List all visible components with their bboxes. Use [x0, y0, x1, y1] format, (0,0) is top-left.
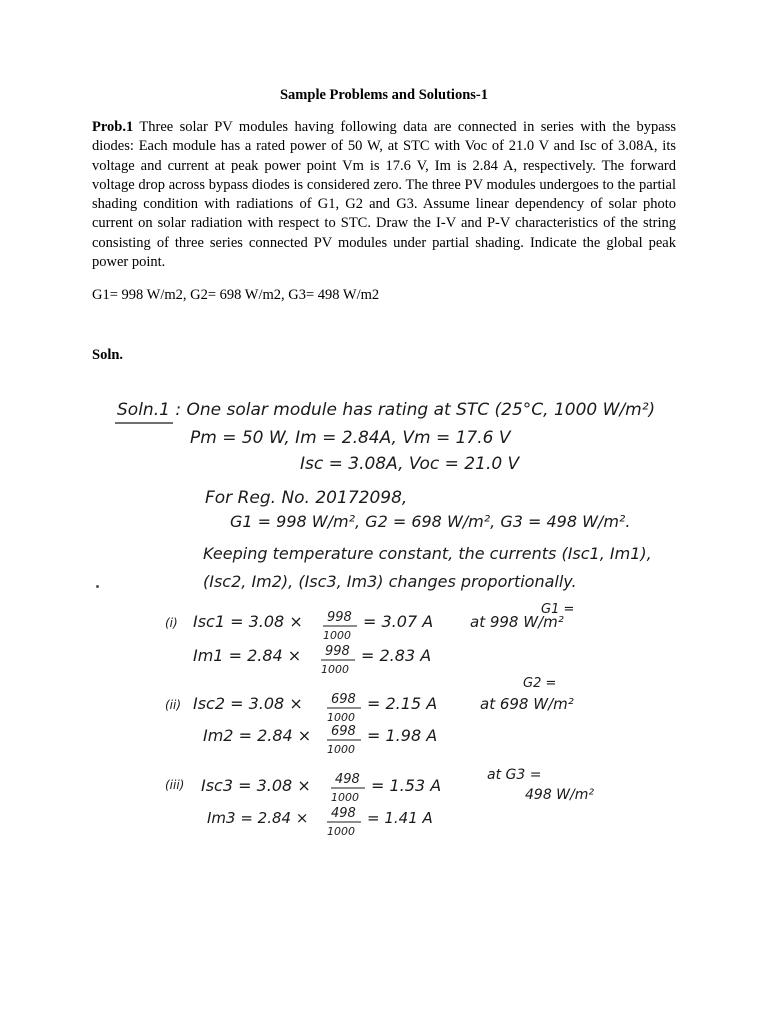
hw-case-label: (ii) [165, 698, 182, 712]
hw-line-isc-voc: Isc = 3.08A, Voc = 21.0 V [300, 454, 520, 474]
hw-fraction-num: 498 [335, 772, 360, 787]
hw-line-g-values: G1 = 998 W/m², G2 = 698 W/m², G3 = 498 W/m². [230, 512, 631, 531]
problem-label: Prob.1 [92, 119, 134, 135]
hw-im3-result: = 1.41 A [367, 809, 433, 827]
hw-fraction-den: 1000 [331, 791, 359, 804]
hw-isc2-result: = 2.15 A [367, 694, 438, 713]
hw-case-label: (i) [165, 616, 178, 630]
hw-isc3: Isc3 = 3.08 × [201, 776, 311, 795]
hw-im1: Im1 = 2.84 × [193, 646, 302, 665]
hw-im3: Im3 = 2.84 × [207, 809, 309, 827]
page-title: Sample Problems and Solutions-1 [279, 87, 488, 103]
hw-fraction-den: 1000 [323, 629, 351, 642]
hw-g2-label: G2 = [523, 676, 557, 691]
hw-im2-result: = 1.98 A [367, 726, 438, 745]
hw-isc2: Isc2 = 3.08 × [193, 694, 303, 713]
hw-line-proportional: (Isc2, Im2), (Isc3, Im3) changes proportionally. [203, 572, 577, 591]
hw-im1-result: = 2.83 A [361, 646, 432, 665]
problem-text: Three solar PV modules having following data are connected in series with the bypass diodes: Each module has a rated power of 50 W, at STC with Voc of 21.0 V and Isc of 3.08A, its voltage and current at peak power point Vm is 17.6 V, Im is 2.84 A, respectively. The forward voltage drop across bypass diodes is considered zero. The three PV modules undergoes to the partial shading condition with radiations of G1, G2 and G3. Assume linear dependency of solar photo current on solar radiation with respect to STC. Draw the I-V and P-V characteristics of the string consisting of three series connected PV modules under partial shading. Indicate the global peak power point. [92, 119, 676, 271]
hw-im2: Im2 = 2.84 × [203, 726, 312, 745]
hw-fraction-den: 1000 [327, 743, 355, 756]
hw-isc1-result: = 3.07 A [363, 612, 434, 631]
hw-fraction-num: 498 [331, 806, 356, 821]
hw-line-keeping: Keeping temperature constant, the currents (Isc1, Im1), [203, 544, 652, 563]
hw-case-label: (iii) [165, 778, 185, 792]
hw-fraction-num: 698 [331, 724, 356, 739]
hw-isc3-result: = 1.53 A [371, 776, 442, 795]
hw-fraction-den: 1000 [321, 663, 349, 676]
hw-g1-label: G1 = [541, 602, 575, 617]
hw-g1-value: at 998 W/m² [470, 613, 564, 631]
hw-isc1: Isc1 = 3.08 × [193, 612, 303, 631]
solution-label: Soln. [92, 347, 124, 363]
problem-statement [92, 118, 676, 272]
handwritten-solution [95, 375, 675, 845]
irradiance-values: G1= 998 W/m2, G2= 698 W/m2, G3= 498 W/m2 [92, 287, 380, 303]
hw-line-ratings: Pm = 50 W, Im = 2.84A, Vm = 17.6 V [190, 428, 511, 448]
hw-fraction-num: 698 [331, 692, 356, 707]
hw-g2-value: at 698 W/m² [480, 695, 574, 713]
hw-fraction-den: 1000 [327, 711, 355, 724]
hw-fraction-den: 1000 [327, 825, 355, 838]
hw-line-intro: Soln.1 : One solar module has rating at STC (25°C, 1000 W/m²) [117, 400, 656, 420]
hw-fraction-num: 998 [327, 610, 352, 625]
hw-g3-value: 498 W/m² [525, 787, 594, 803]
hw-fraction-num: 998 [325, 644, 350, 659]
hw-line-reg: For Reg. No. 20172098, [205, 488, 408, 508]
hw-g3-label: at G3 = [487, 767, 542, 783]
